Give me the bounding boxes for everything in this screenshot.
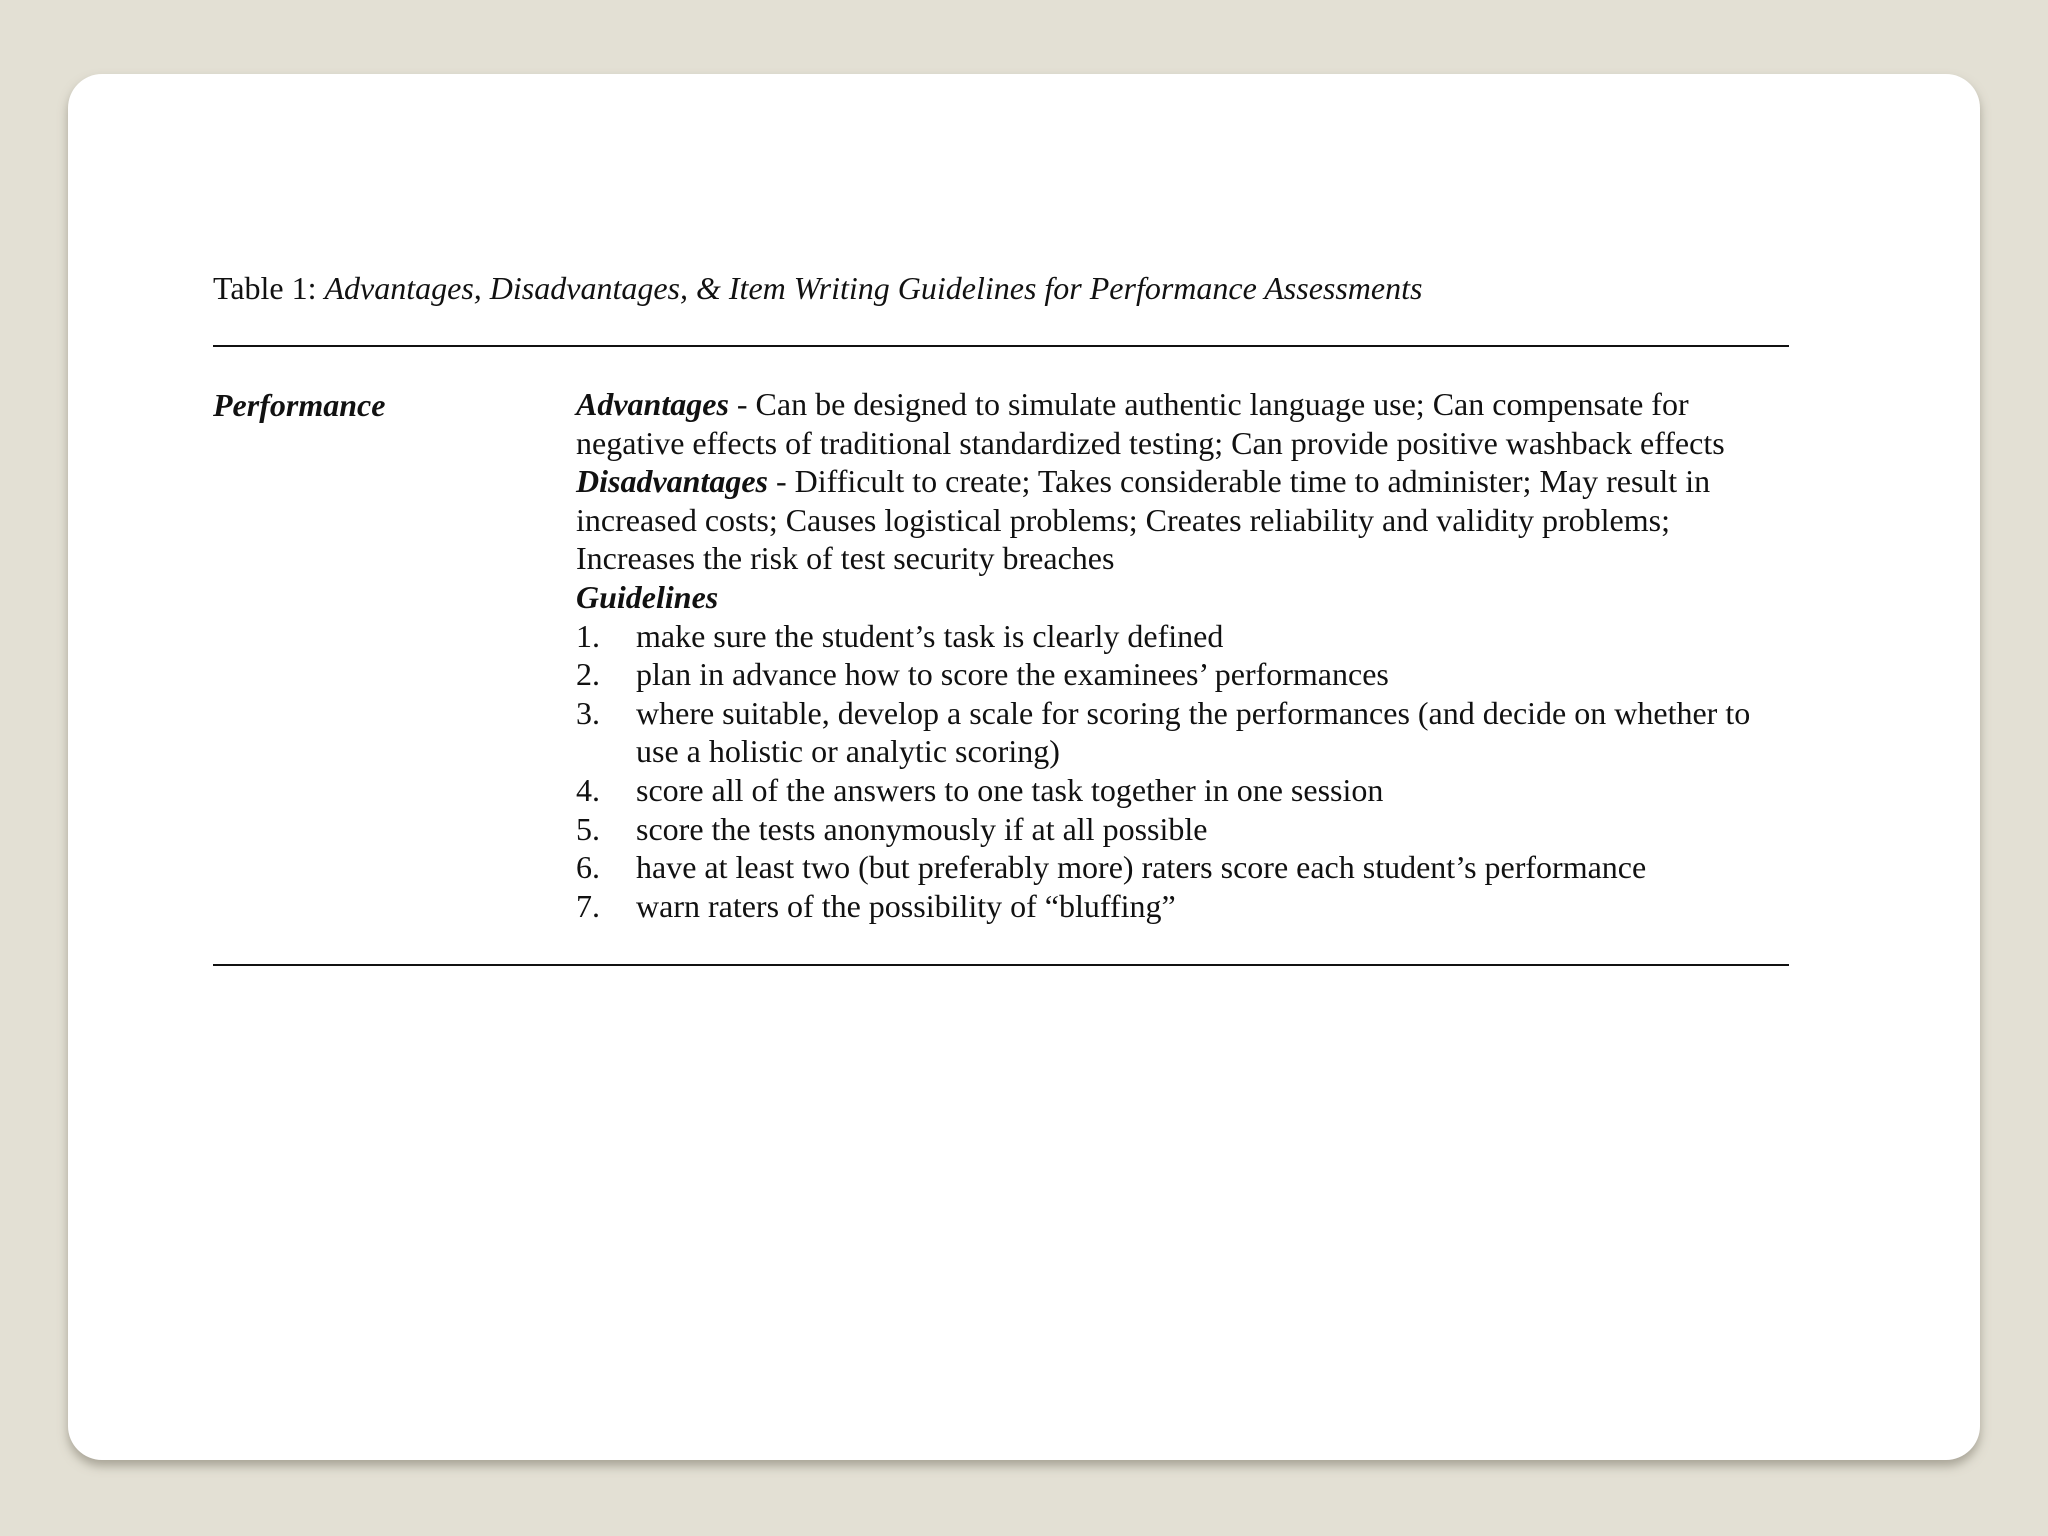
table-caption	[213, 268, 1422, 308]
guideline-number: 4.	[576, 771, 600, 808]
guidelines-list	[576, 617, 1796, 926]
guideline-text: warn raters of the possibility of “bluffing”	[636, 887, 1176, 924]
disadvantages-term: Disadvantages	[576, 463, 768, 500]
table-top-rule	[213, 345, 1789, 347]
guideline-number: 5.	[576, 810, 600, 847]
guideline-text: have at least two (but preferably more) raters score each student’s performance	[636, 849, 1647, 886]
guideline-item	[576, 694, 1796, 771]
guideline-item	[576, 887, 1796, 926]
guideline-number: 2.	[576, 656, 600, 693]
row-label: Performance	[213, 387, 386, 423]
guideline-text: where suitable, develop a scale for scoring the performances (and decide on whether to use a holistic or analytic scoring)	[636, 694, 1751, 770]
guideline-number: 6.	[576, 849, 600, 886]
guideline-text: score the tests anonymously if at all possible	[636, 810, 1208, 847]
guideline-item	[576, 655, 1796, 694]
guidelines-heading: Guidelines	[576, 578, 719, 615]
advantages-text: - Can be designed to simulate authentic language use; Can compensate for negative effects of traditional standardized testing; Can provide positive washback effects	[576, 386, 1725, 461]
guideline-number: 3.	[576, 694, 600, 731]
advantages-term: Advantages	[576, 386, 729, 422]
caption-title: Advantages, Disadvantages, & Item Writing Guidelines for Performance Assessments	[324, 270, 1423, 306]
guideline-number: 1.	[576, 617, 600, 654]
disadvantages-text: - Difficult to create; Takes considerable time to administer; May result in increased costs; Causes logistical problems; Creates reliability and validity problems; Increases the risk of test security breaches	[576, 463, 1711, 577]
table-bottom-rule	[213, 964, 1789, 966]
guideline-item	[576, 810, 1796, 849]
guideline-text: make sure the student’s task is clearly defined	[636, 617, 1224, 654]
disadvantages-paragraph	[576, 462, 1796, 578]
guideline-item	[576, 617, 1796, 656]
guideline-number: 7.	[576, 887, 600, 924]
advantages-paragraph	[576, 385, 1796, 462]
row-content	[576, 385, 1796, 925]
caption-label: Table 1:	[213, 270, 317, 306]
guideline-text: plan in advance how to score the examinees’ performances	[636, 656, 1389, 693]
guideline-item	[576, 771, 1796, 810]
guideline-text: score all of the answers to one task together in one session	[636, 771, 1384, 808]
guideline-item	[576, 848, 1796, 887]
